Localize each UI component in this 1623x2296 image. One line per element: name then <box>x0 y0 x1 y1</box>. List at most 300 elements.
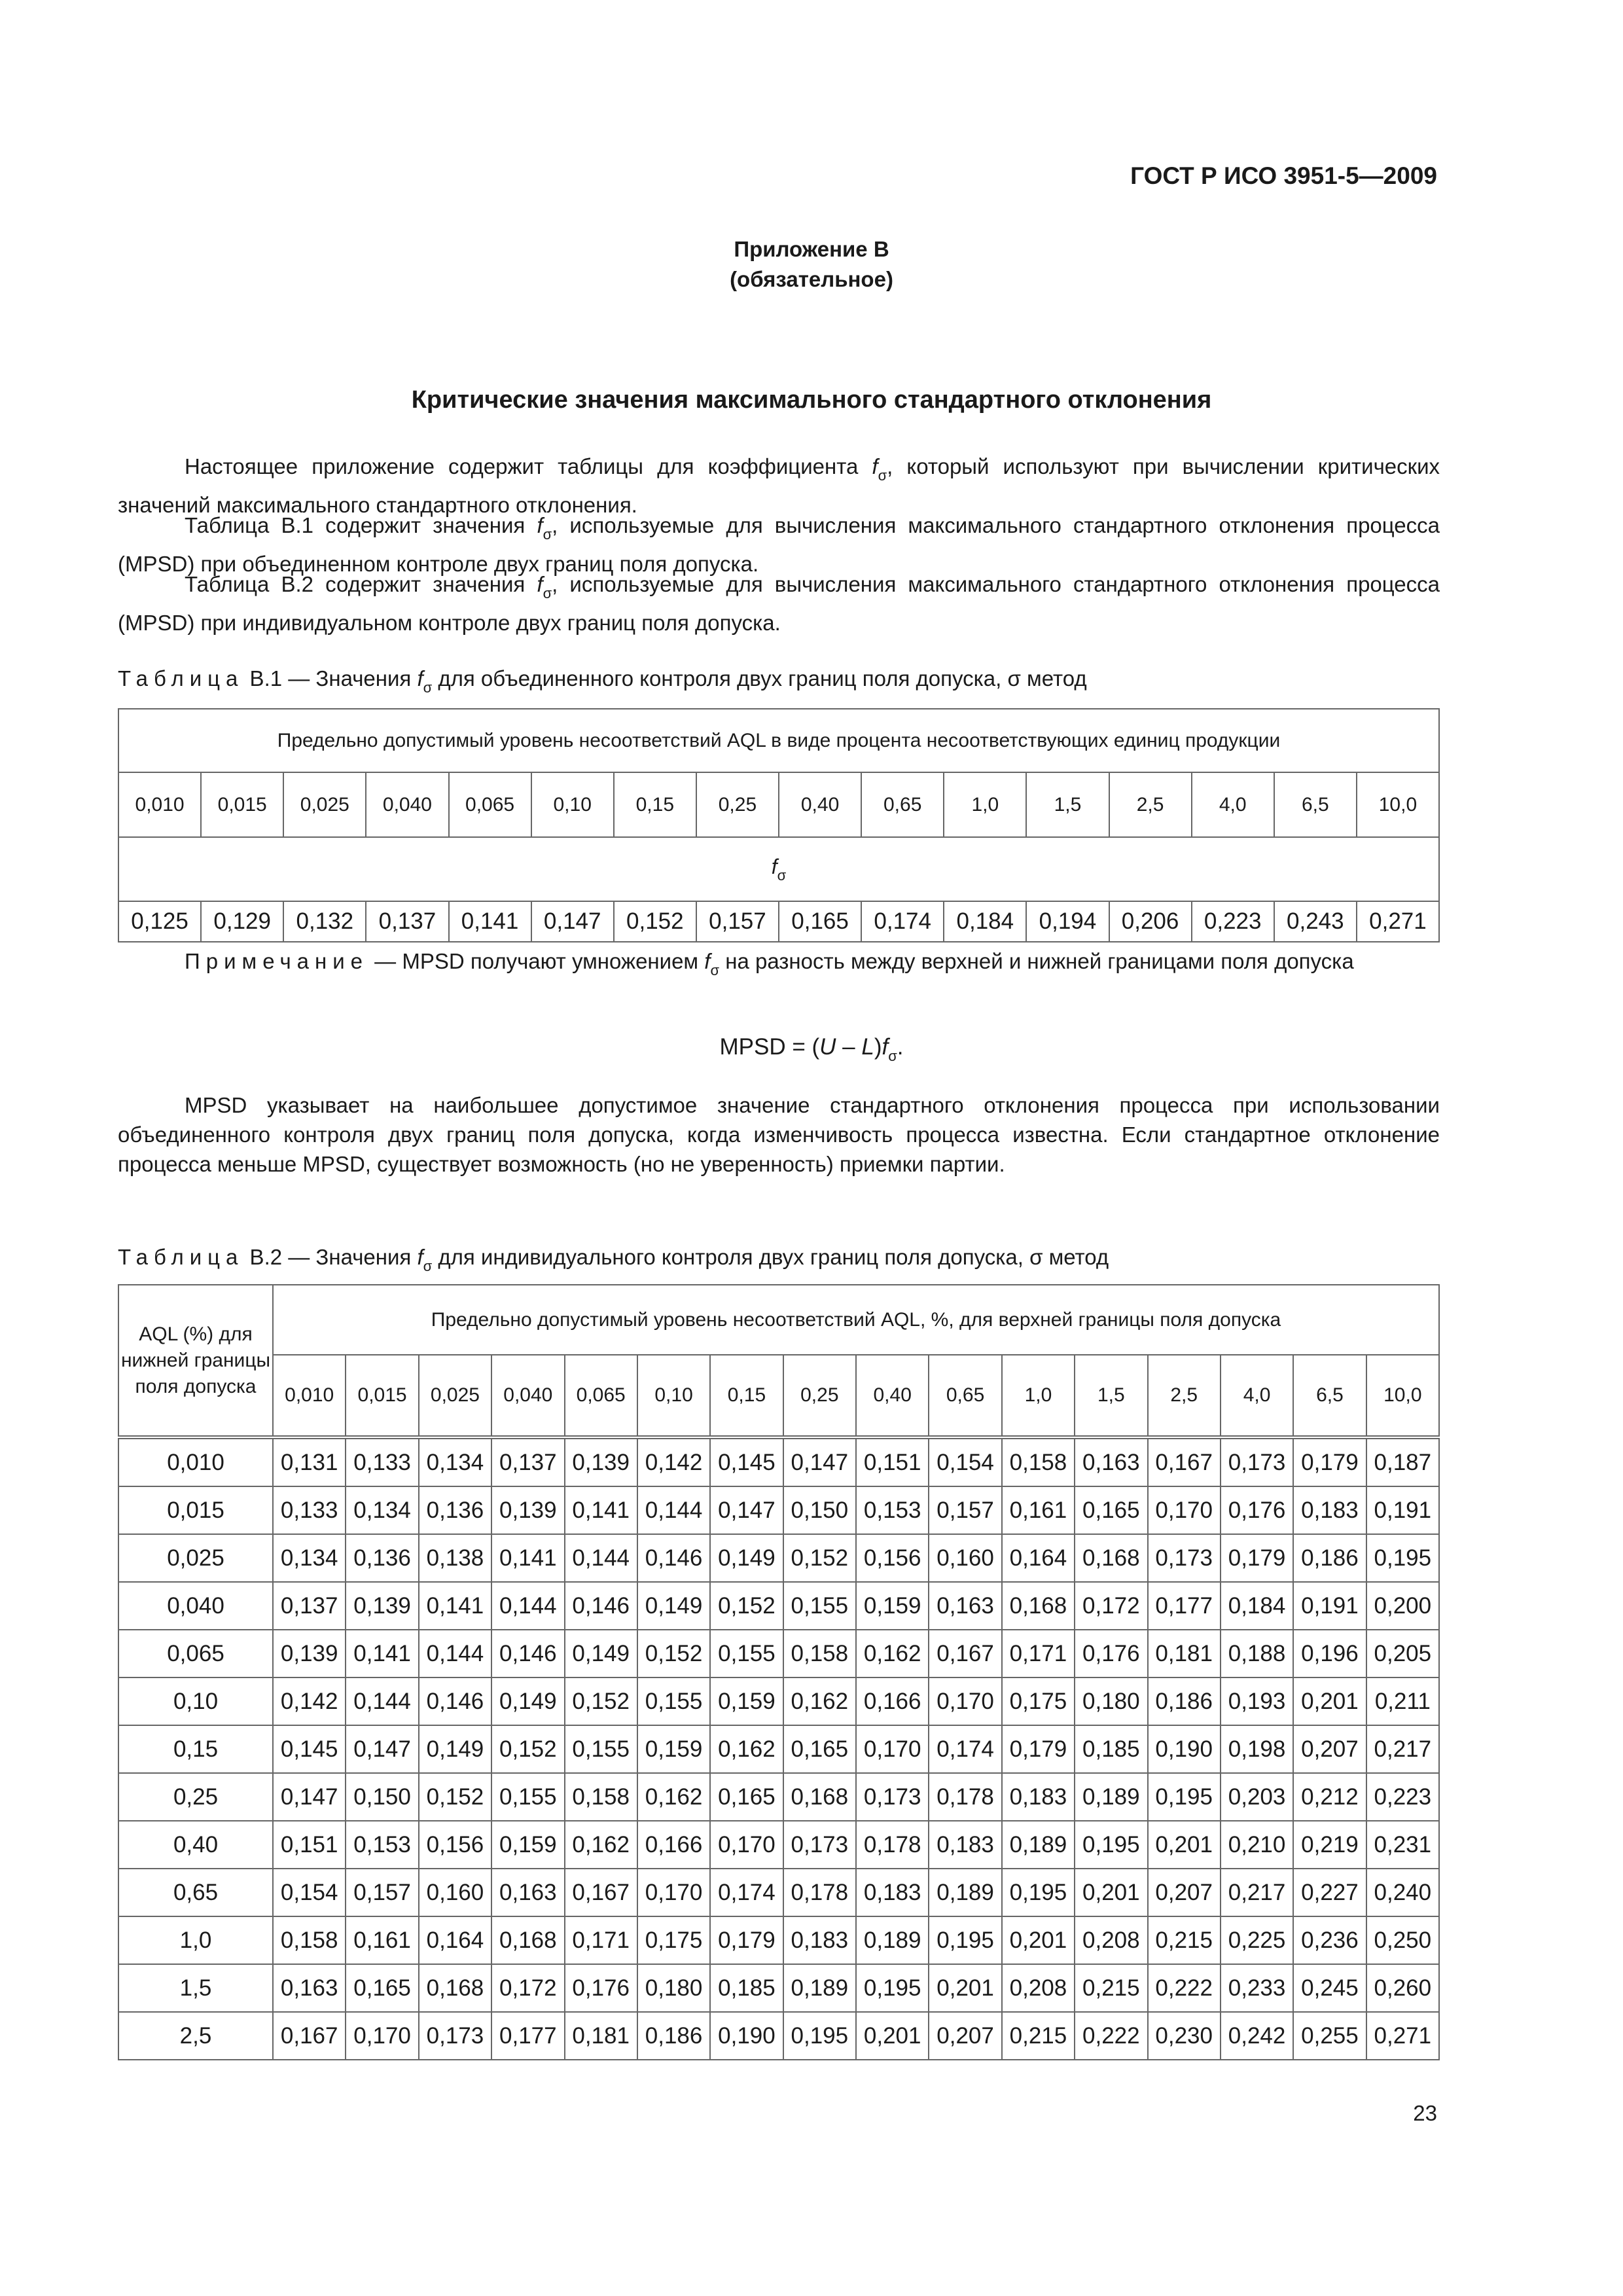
table2-value-cell: 0,170 <box>637 1869 710 1916</box>
table2-value-cell: 0,222 <box>1075 2012 1147 2060</box>
table1-caption-end: для объединенного контроля двух границ поля допуска, σ метод <box>432 666 1087 691</box>
f-symbol: f <box>417 666 423 691</box>
table2-value-cell: 0,146 <box>419 1677 491 1725</box>
table1-value-cell: 0,194 <box>1026 901 1109 942</box>
table2-value-cell: 0,176 <box>1075 1630 1147 1677</box>
table2-value-cell: 0,144 <box>565 1534 637 1582</box>
table2-value-cell: 0,201 <box>1293 1677 1366 1725</box>
table2-value-cell: 0,141 <box>419 1582 491 1630</box>
table2-aql-cell: 0,15 <box>710 1355 783 1437</box>
table2-value-cell: 0,149 <box>419 1725 491 1773</box>
sigma-subscript: σ <box>543 585 552 601</box>
table2-value-cell: 0,165 <box>783 1725 856 1773</box>
table2-value-cell: 0,203 <box>1221 1773 1293 1821</box>
table2-value-cell: 0,227 <box>1293 1869 1366 1916</box>
note-label: Примечание <box>185 949 369 973</box>
table2-value-cell: 0,180 <box>637 1964 710 2012</box>
table2-value-cell: 0,152 <box>783 1534 856 1582</box>
table2-row <box>118 1869 1439 1916</box>
table1-value-cell: 0,157 <box>696 901 779 942</box>
table2-value-cell: 0,144 <box>346 1677 418 1725</box>
table2-row-label: 0,025 <box>118 1534 273 1582</box>
table2-value-cell: 0,172 <box>1075 1582 1147 1630</box>
table2-value-cell: 0,173 <box>1148 1534 1221 1582</box>
table1-value-cell: 0,125 <box>118 901 201 942</box>
table2-value-cell: 0,162 <box>783 1677 856 1725</box>
table2-value-cell: 0,230 <box>1148 2012 1221 2060</box>
table2-value-cell: 0,219 <box>1293 1821 1366 1869</box>
table2-aql-cell: 0,25 <box>783 1355 856 1437</box>
page-number: 23 <box>1413 2101 1437 2125</box>
table2-value-cell: 0,146 <box>637 1534 710 1582</box>
table2-aql-cell: 6,5 <box>1293 1355 1366 1437</box>
table2-row <box>118 1582 1439 1630</box>
table2-value-cell: 0,133 <box>346 1437 418 1486</box>
table2-aql-cell: 0,015 <box>346 1355 418 1437</box>
table2-value-cell: 0,195 <box>783 2012 856 2060</box>
formula-u: U <box>819 1034 836 1060</box>
note-text-start: — MPSD получают умножением <box>368 949 705 973</box>
table2-value-cell: 0,156 <box>419 1821 491 1869</box>
table2-value-cell: 0,156 <box>856 1534 929 1582</box>
intro-p3-end: , используемые для вычисления максимального стандартного отклонения процесса (MPSD) при индивидуальном контроле двух границ поля допуска. <box>118 572 1440 635</box>
intro-paragraph-2 <box>118 511 1440 579</box>
f-symbol: f <box>771 854 777 878</box>
table2-value-cell: 0,217 <box>1366 1725 1439 1773</box>
table2-aql-cell: 0,40 <box>856 1355 929 1437</box>
table2-value-cell: 0,188 <box>1221 1630 1293 1677</box>
table2-value-cell: 0,138 <box>419 1534 491 1582</box>
table2-row-label: 0,010 <box>118 1437 273 1486</box>
table2-value-cell: 0,158 <box>273 1916 346 1964</box>
table1-value-cell: 0,137 <box>366 901 448 942</box>
table2-value-cell: 0,152 <box>710 1582 783 1630</box>
table2-value-cell: 0,181 <box>1148 1630 1221 1677</box>
table2-value-cell: 0,159 <box>856 1582 929 1630</box>
table1-aql-cell: 0,65 <box>861 772 944 837</box>
table2-value-cell: 0,208 <box>1075 1916 1147 1964</box>
table2-value-cell: 0,255 <box>1293 2012 1366 2060</box>
table2-value-cell: 0,195 <box>1148 1773 1221 1821</box>
table2-value-cell: 0,142 <box>637 1437 710 1486</box>
table2-value-cell: 0,161 <box>346 1916 418 1964</box>
table1-aql-cell: 1,0 <box>944 772 1026 837</box>
table2-value-cell: 0,141 <box>491 1534 564 1582</box>
table2-value-cell: 0,149 <box>637 1582 710 1630</box>
table2-value-cell: 0,201 <box>856 2012 929 2060</box>
table2-value-cell: 0,260 <box>1366 1964 1439 2012</box>
table2-value-cell: 0,215 <box>1148 1916 1221 1964</box>
table2-value-cell: 0,146 <box>491 1630 564 1677</box>
table2-value-cell: 0,167 <box>565 1869 637 1916</box>
table2-value-cell: 0,170 <box>346 2012 418 2060</box>
table2-aql-cell: 0,025 <box>419 1355 491 1437</box>
table1-value-cell: 0,174 <box>861 901 944 942</box>
table2-value-cell: 0,146 <box>565 1582 637 1630</box>
table2-value-cell: 0,152 <box>637 1630 710 1677</box>
standard-designation: ГОСТ Р ИСО 3951-5—2009 <box>1130 162 1437 189</box>
table2-value-cell: 0,137 <box>491 1437 564 1486</box>
table2-value-cell: 0,215 <box>1002 2012 1075 2060</box>
section-title: Критические значения максимального стандартного отклонения <box>411 386 1212 414</box>
table2-value-cell: 0,159 <box>491 1821 564 1869</box>
table2-aql-cell: 4,0 <box>1221 1355 1293 1437</box>
note-text-end: на разность между верхней и нижней границами поля допуска <box>719 949 1354 973</box>
table2-value-cell: 0,158 <box>1002 1437 1075 1486</box>
table2-value-cell: 0,208 <box>1002 1964 1075 2012</box>
table1-aql-cell: 0,025 <box>283 772 366 837</box>
table2-value-cell: 0,158 <box>565 1773 637 1821</box>
table2-value-cell: 0,195 <box>1366 1534 1439 1582</box>
table1-f-symbol-cell <box>118 837 1439 901</box>
table2-value-cell: 0,139 <box>491 1486 564 1534</box>
table2-value-cell: 0,162 <box>710 1725 783 1773</box>
table2-value-cell: 0,195 <box>1002 1869 1075 1916</box>
table2-value-cell: 0,155 <box>783 1582 856 1630</box>
table2-value-cell: 0,177 <box>1148 1582 1221 1630</box>
table2-value-cell: 0,163 <box>929 1582 1001 1630</box>
intro-p2-end: , используемые для вычисления максимального стандартного отклонения процесса (MPSD) при объединенном контроле двух границ поля допуска. <box>118 513 1440 576</box>
table2-value-cell: 0,176 <box>565 1964 637 2012</box>
table2-row-label: 0,65 <box>118 1869 273 1916</box>
table1-value-cell: 0,129 <box>201 901 283 942</box>
table1-value-cell: 0,271 <box>1357 901 1439 942</box>
table1-aql-cell: 0,15 <box>614 772 696 837</box>
f-symbol: f <box>537 572 543 596</box>
table2-value-cell: 0,165 <box>710 1773 783 1821</box>
table2-value-cell: 0,185 <box>1075 1725 1147 1773</box>
table2-value-cell: 0,178 <box>856 1821 929 1869</box>
table2-value-cell: 0,198 <box>1221 1725 1293 1773</box>
table1-aql-cell: 0,25 <box>696 772 779 837</box>
table2-value-cell: 0,211 <box>1366 1677 1439 1725</box>
table2-value-cell: 0,133 <box>273 1486 346 1534</box>
table2-value-cell: 0,193 <box>1221 1677 1293 1725</box>
table2-value-cell: 0,160 <box>929 1534 1001 1582</box>
table2-value-cell: 0,212 <box>1293 1773 1366 1821</box>
table2-value-cell: 0,155 <box>637 1677 710 1725</box>
table2-value-cell: 0,147 <box>346 1725 418 1773</box>
table2-value-cell: 0,168 <box>419 1964 491 2012</box>
table2-value-cell: 0,149 <box>491 1677 564 1725</box>
table2-value-cell: 0,195 <box>929 1916 1001 1964</box>
table2 <box>118 1284 1440 2060</box>
table1-aql-cell: 0,40 <box>779 772 861 837</box>
intro-p2-start: Таблица В.1 содержит значения <box>185 513 537 537</box>
table2-value-cell: 0,153 <box>346 1821 418 1869</box>
table2-aql-cell: 0,10 <box>637 1355 710 1437</box>
table1-aql-row <box>118 772 1439 837</box>
table1-value-cell: 0,184 <box>944 901 1026 942</box>
table2-row <box>118 1964 1439 2012</box>
intro-p1-end: , который используют при вычислении критических значений максимального стандартного отклонения. <box>118 454 1440 517</box>
table1-aql-cell: 0,10 <box>531 772 614 837</box>
table2-value-cell: 0,175 <box>637 1916 710 1964</box>
table2-value-cell: 0,170 <box>1148 1486 1221 1534</box>
table2-value-cell: 0,144 <box>637 1486 710 1534</box>
table2-row <box>118 1916 1439 1964</box>
table2-value-cell: 0,173 <box>856 1773 929 1821</box>
table1-aql-cell: 0,015 <box>201 772 283 837</box>
table2-row-label: 0,040 <box>118 1582 273 1630</box>
table2-value-cell: 0,195 <box>856 1964 929 2012</box>
table2-value-cell: 0,223 <box>1366 1773 1439 1821</box>
table1-aql-cell: 10,0 <box>1357 772 1439 837</box>
table2-value-cell: 0,222 <box>1148 1964 1221 2012</box>
table2-value-cell: 0,210 <box>1221 1821 1293 1869</box>
table2-row <box>118 2012 1439 2060</box>
table2-value-cell: 0,147 <box>710 1486 783 1534</box>
table2-value-cell: 0,236 <box>1293 1916 1366 1964</box>
table1-value-cell: 0,147 <box>531 901 614 942</box>
intro-paragraph-1 <box>118 452 1440 520</box>
table2-row <box>118 1486 1439 1534</box>
sigma-subscript: σ <box>878 467 887 484</box>
table2-value-cell: 0,136 <box>419 1486 491 1534</box>
table2-value-cell: 0,134 <box>419 1437 491 1486</box>
table2-value-cell: 0,205 <box>1366 1630 1439 1677</box>
table1-caption-label: Таблица <box>118 666 244 691</box>
formula-minus: – <box>836 1034 862 1060</box>
table2-value-cell: 0,164 <box>1002 1534 1075 1582</box>
table2-value-cell: 0,159 <box>710 1677 783 1725</box>
table2-value-cell: 0,137 <box>273 1582 346 1630</box>
sigma-subscript: σ <box>543 526 552 543</box>
table2-value-cell: 0,233 <box>1221 1964 1293 2012</box>
table1-aql-cell: 2,5 <box>1109 772 1192 837</box>
f-symbol: f <box>882 1034 889 1060</box>
table2-value-cell: 0,201 <box>1075 1869 1147 1916</box>
appendix-title: Приложение В <box>734 237 889 261</box>
table2-value-cell: 0,157 <box>929 1486 1001 1534</box>
table2-aql-cell: 0,010 <box>273 1355 346 1437</box>
table2-value-cell: 0,168 <box>1002 1582 1075 1630</box>
formula-start: MPSD = ( <box>719 1034 820 1060</box>
table2-value-cell: 0,165 <box>346 1964 418 2012</box>
table2-row-label: 2,5 <box>118 2012 273 2060</box>
table2-value-cell: 0,250 <box>1366 1916 1439 1964</box>
table1-header: Предельно допустимый уровень несоответствий AQL в виде процента несоответствующих единиц продукции <box>118 709 1439 772</box>
table2-row <box>118 1725 1439 1773</box>
table2-aql-cell: 2,5 <box>1148 1355 1221 1437</box>
table2-value-cell: 0,159 <box>637 1725 710 1773</box>
table2-aql-cell: 0,65 <box>929 1355 1001 1437</box>
table2-value-cell: 0,225 <box>1221 1916 1293 1964</box>
table2-value-cell: 0,240 <box>1366 1869 1439 1916</box>
table2-value-cell: 0,136 <box>346 1534 418 1582</box>
table1-header-row <box>118 709 1439 772</box>
table2-aql-cell: 0,065 <box>565 1355 637 1437</box>
table2-aql-cell: 1,0 <box>1002 1355 1075 1437</box>
table1 <box>118 708 1440 942</box>
table1-caption-start: В.1 — Значения <box>243 666 418 691</box>
table2-value-cell: 0,152 <box>491 1725 564 1773</box>
table2-row-label: 1,0 <box>118 1916 273 1964</box>
table1-f-row <box>118 837 1439 901</box>
table2-value-cell: 0,189 <box>856 1916 929 1964</box>
intro-p1-start: Настоящее приложение содержит таблицы для коэффициента <box>185 454 872 478</box>
table2-value-cell: 0,155 <box>710 1630 783 1677</box>
table2-value-cell: 0,170 <box>856 1725 929 1773</box>
intro-paragraph-3 <box>118 569 1440 637</box>
table2-value-cell: 0,207 <box>1293 1725 1366 1773</box>
table2-value-cell: 0,160 <box>419 1869 491 1916</box>
table2-value-cell: 0,187 <box>1366 1437 1439 1486</box>
table2-value-cell: 0,162 <box>565 1821 637 1869</box>
f-symbol: f <box>417 1245 423 1269</box>
table2-value-cell: 0,168 <box>783 1773 856 1821</box>
table2-value-cell: 0,186 <box>637 2012 710 2060</box>
table2-value-cell: 0,164 <box>419 1916 491 1964</box>
f-symbol: f <box>537 513 543 537</box>
table2-value-cell: 0,165 <box>1075 1486 1147 1534</box>
table2-value-cell: 0,179 <box>1221 1534 1293 1582</box>
table2-value-cell: 0,141 <box>565 1486 637 1534</box>
sigma-subscript: σ <box>423 1258 433 1274</box>
table2-value-cell: 0,245 <box>1293 1964 1366 2012</box>
table2-value-cell: 0,139 <box>565 1437 637 1486</box>
table2-value-cell: 0,149 <box>710 1534 783 1582</box>
table2-caption <box>118 1242 1109 1281</box>
table2-value-cell: 0,145 <box>710 1437 783 1486</box>
table1-value-cell: 0,206 <box>1109 901 1192 942</box>
table2-value-cell: 0,179 <box>1293 1437 1366 1486</box>
table2-value-cell: 0,189 <box>783 1964 856 2012</box>
table2-value-cell: 0,155 <box>491 1773 564 1821</box>
table2-value-cell: 0,186 <box>1293 1534 1366 1582</box>
table2-row <box>118 1677 1439 1725</box>
table1-value-cell: 0,141 <box>449 901 531 942</box>
table2-caption-start: В.2 — Значения <box>243 1245 418 1269</box>
table2-value-cell: 0,196 <box>1293 1630 1366 1677</box>
table2-value-cell: 0,183 <box>1002 1773 1075 1821</box>
table2-value-cell: 0,200 <box>1366 1582 1439 1630</box>
table2-value-cell: 0,185 <box>710 1964 783 2012</box>
table1-aql-cell: 4,0 <box>1192 772 1274 837</box>
table2-value-cell: 0,172 <box>491 1964 564 2012</box>
table2-value-cell: 0,177 <box>491 2012 564 2060</box>
table1-caption <box>118 664 1087 702</box>
table1-value-cell: 0,152 <box>614 901 696 942</box>
intro-p3-start: Таблица В.2 содержит значения <box>185 572 537 596</box>
table2-value-cell: 0,161 <box>1002 1486 1075 1534</box>
note-paragraph <box>118 946 1440 985</box>
table2-row <box>118 1437 1439 1486</box>
table2-value-cell: 0,151 <box>273 1821 346 1869</box>
table2-value-cell: 0,180 <box>1075 1677 1147 1725</box>
table2-value-cell: 0,201 <box>929 1964 1001 2012</box>
table2-value-cell: 0,147 <box>273 1773 346 1821</box>
table2-value-cell: 0,184 <box>1221 1582 1293 1630</box>
table1-value-cell: 0,132 <box>283 901 366 942</box>
table2-value-cell: 0,176 <box>1221 1486 1293 1534</box>
table2-value-cell: 0,149 <box>565 1630 637 1677</box>
explanation-paragraph: MPSD указывает на наибольшее допустимое значение стандартного отклонения процесса при использовании объединенного контроля двух границ поля допуска, когда изменчивость процесса известна. Если стандартное отклонение процесса меньше MPSD, существует возможность (но не уверенность) приемки партии. <box>118 1093 1440 1176</box>
table2-value-cell: 0,173 <box>419 2012 491 2060</box>
sigma-subscript: σ <box>423 679 433 696</box>
table2-value-cell: 0,163 <box>1075 1437 1147 1486</box>
table2-value-cell: 0,150 <box>783 1486 856 1534</box>
table2-value-cell: 0,186 <box>1148 1677 1221 1725</box>
table1-aql-cell: 0,010 <box>118 772 201 837</box>
sigma-subscript: σ <box>710 962 720 978</box>
table2-value-cell: 0,183 <box>856 1869 929 1916</box>
table2-value-cell: 0,141 <box>346 1630 418 1677</box>
table2-row-label: 0,40 <box>118 1821 273 1869</box>
sigma-subscript: σ <box>777 867 787 884</box>
table1-value-cell: 0,165 <box>779 901 861 942</box>
table2-value-cell: 0,155 <box>565 1725 637 1773</box>
table2-value-cell: 0,134 <box>346 1486 418 1534</box>
table2-value-cell: 0,166 <box>856 1677 929 1725</box>
table2-value-cell: 0,151 <box>856 1437 929 1486</box>
table2-value-cell: 0,139 <box>273 1630 346 1677</box>
table2-value-cell: 0,170 <box>710 1821 783 1869</box>
table2-value-cell: 0,147 <box>783 1437 856 1486</box>
table2-value-cell: 0,174 <box>710 1869 783 1916</box>
table1-aql-cell: 0,040 <box>366 772 448 837</box>
table2-aql-row <box>118 1355 1439 1437</box>
table2-value-cell: 0,167 <box>1148 1437 1221 1486</box>
formula-close: ) <box>874 1034 882 1060</box>
table2-value-cell: 0,166 <box>637 1821 710 1869</box>
table2-row <box>118 1534 1439 1582</box>
table2-value-cell: 0,134 <box>273 1534 346 1582</box>
table2-value-cell: 0,178 <box>783 1869 856 1916</box>
table2-row-label: 1,5 <box>118 1964 273 2012</box>
f-symbol: f <box>704 949 711 973</box>
sigma-subscript: σ <box>888 1048 897 1064</box>
table2-value-cell: 0,231 <box>1366 1821 1439 1869</box>
table2-value-cell: 0,195 <box>1075 1821 1147 1869</box>
table2-value-cell: 0,145 <box>273 1725 346 1773</box>
table2-value-cell: 0,174 <box>929 1725 1001 1773</box>
table2-value-cell: 0,215 <box>1075 1964 1147 2012</box>
table1-aql-cell: 6,5 <box>1274 772 1357 837</box>
table2-value-cell: 0,170 <box>929 1677 1001 1725</box>
table1-value-row <box>118 901 1439 942</box>
table2-value-cell: 0,191 <box>1293 1582 1366 1630</box>
table2-value-cell: 0,178 <box>929 1773 1001 1821</box>
table2-value-cell: 0,167 <box>273 2012 346 2060</box>
table2-row-label: 0,15 <box>118 1725 273 1773</box>
table2-value-cell: 0,168 <box>1075 1534 1147 1582</box>
table2-value-cell: 0,242 <box>1221 2012 1293 2060</box>
table2-value-cell: 0,183 <box>929 1821 1001 1869</box>
table2-value-cell: 0,175 <box>1002 1677 1075 1725</box>
table2-value-cell: 0,158 <box>783 1630 856 1677</box>
table2-value-cell: 0,179 <box>710 1916 783 1964</box>
table2-value-cell: 0,167 <box>929 1630 1001 1677</box>
table2-body <box>118 1437 1439 2060</box>
table2-value-cell: 0,131 <box>273 1437 346 1486</box>
table1-value-cell: 0,243 <box>1274 901 1357 942</box>
table2-value-cell: 0,162 <box>856 1630 929 1677</box>
table2-value-cell: 0,191 <box>1366 1486 1439 1534</box>
table2-aql-cell: 1,5 <box>1075 1355 1147 1437</box>
table2-value-cell: 0,150 <box>346 1773 418 1821</box>
table2-value-cell: 0,189 <box>1002 1821 1075 1869</box>
table2-value-cell: 0,157 <box>346 1869 418 1916</box>
table2-caption-end: для индивидуального контроля двух границ поля допуска, σ метод <box>432 1245 1109 1269</box>
table2-row-label: 0,065 <box>118 1630 273 1677</box>
table2-row <box>118 1821 1439 1869</box>
table2-value-cell: 0,153 <box>856 1486 929 1534</box>
table2-value-cell: 0,162 <box>637 1773 710 1821</box>
table2-value-cell: 0,181 <box>565 2012 637 2060</box>
table2-row-label: 0,10 <box>118 1677 273 1725</box>
table2-value-cell: 0,189 <box>929 1869 1001 1916</box>
